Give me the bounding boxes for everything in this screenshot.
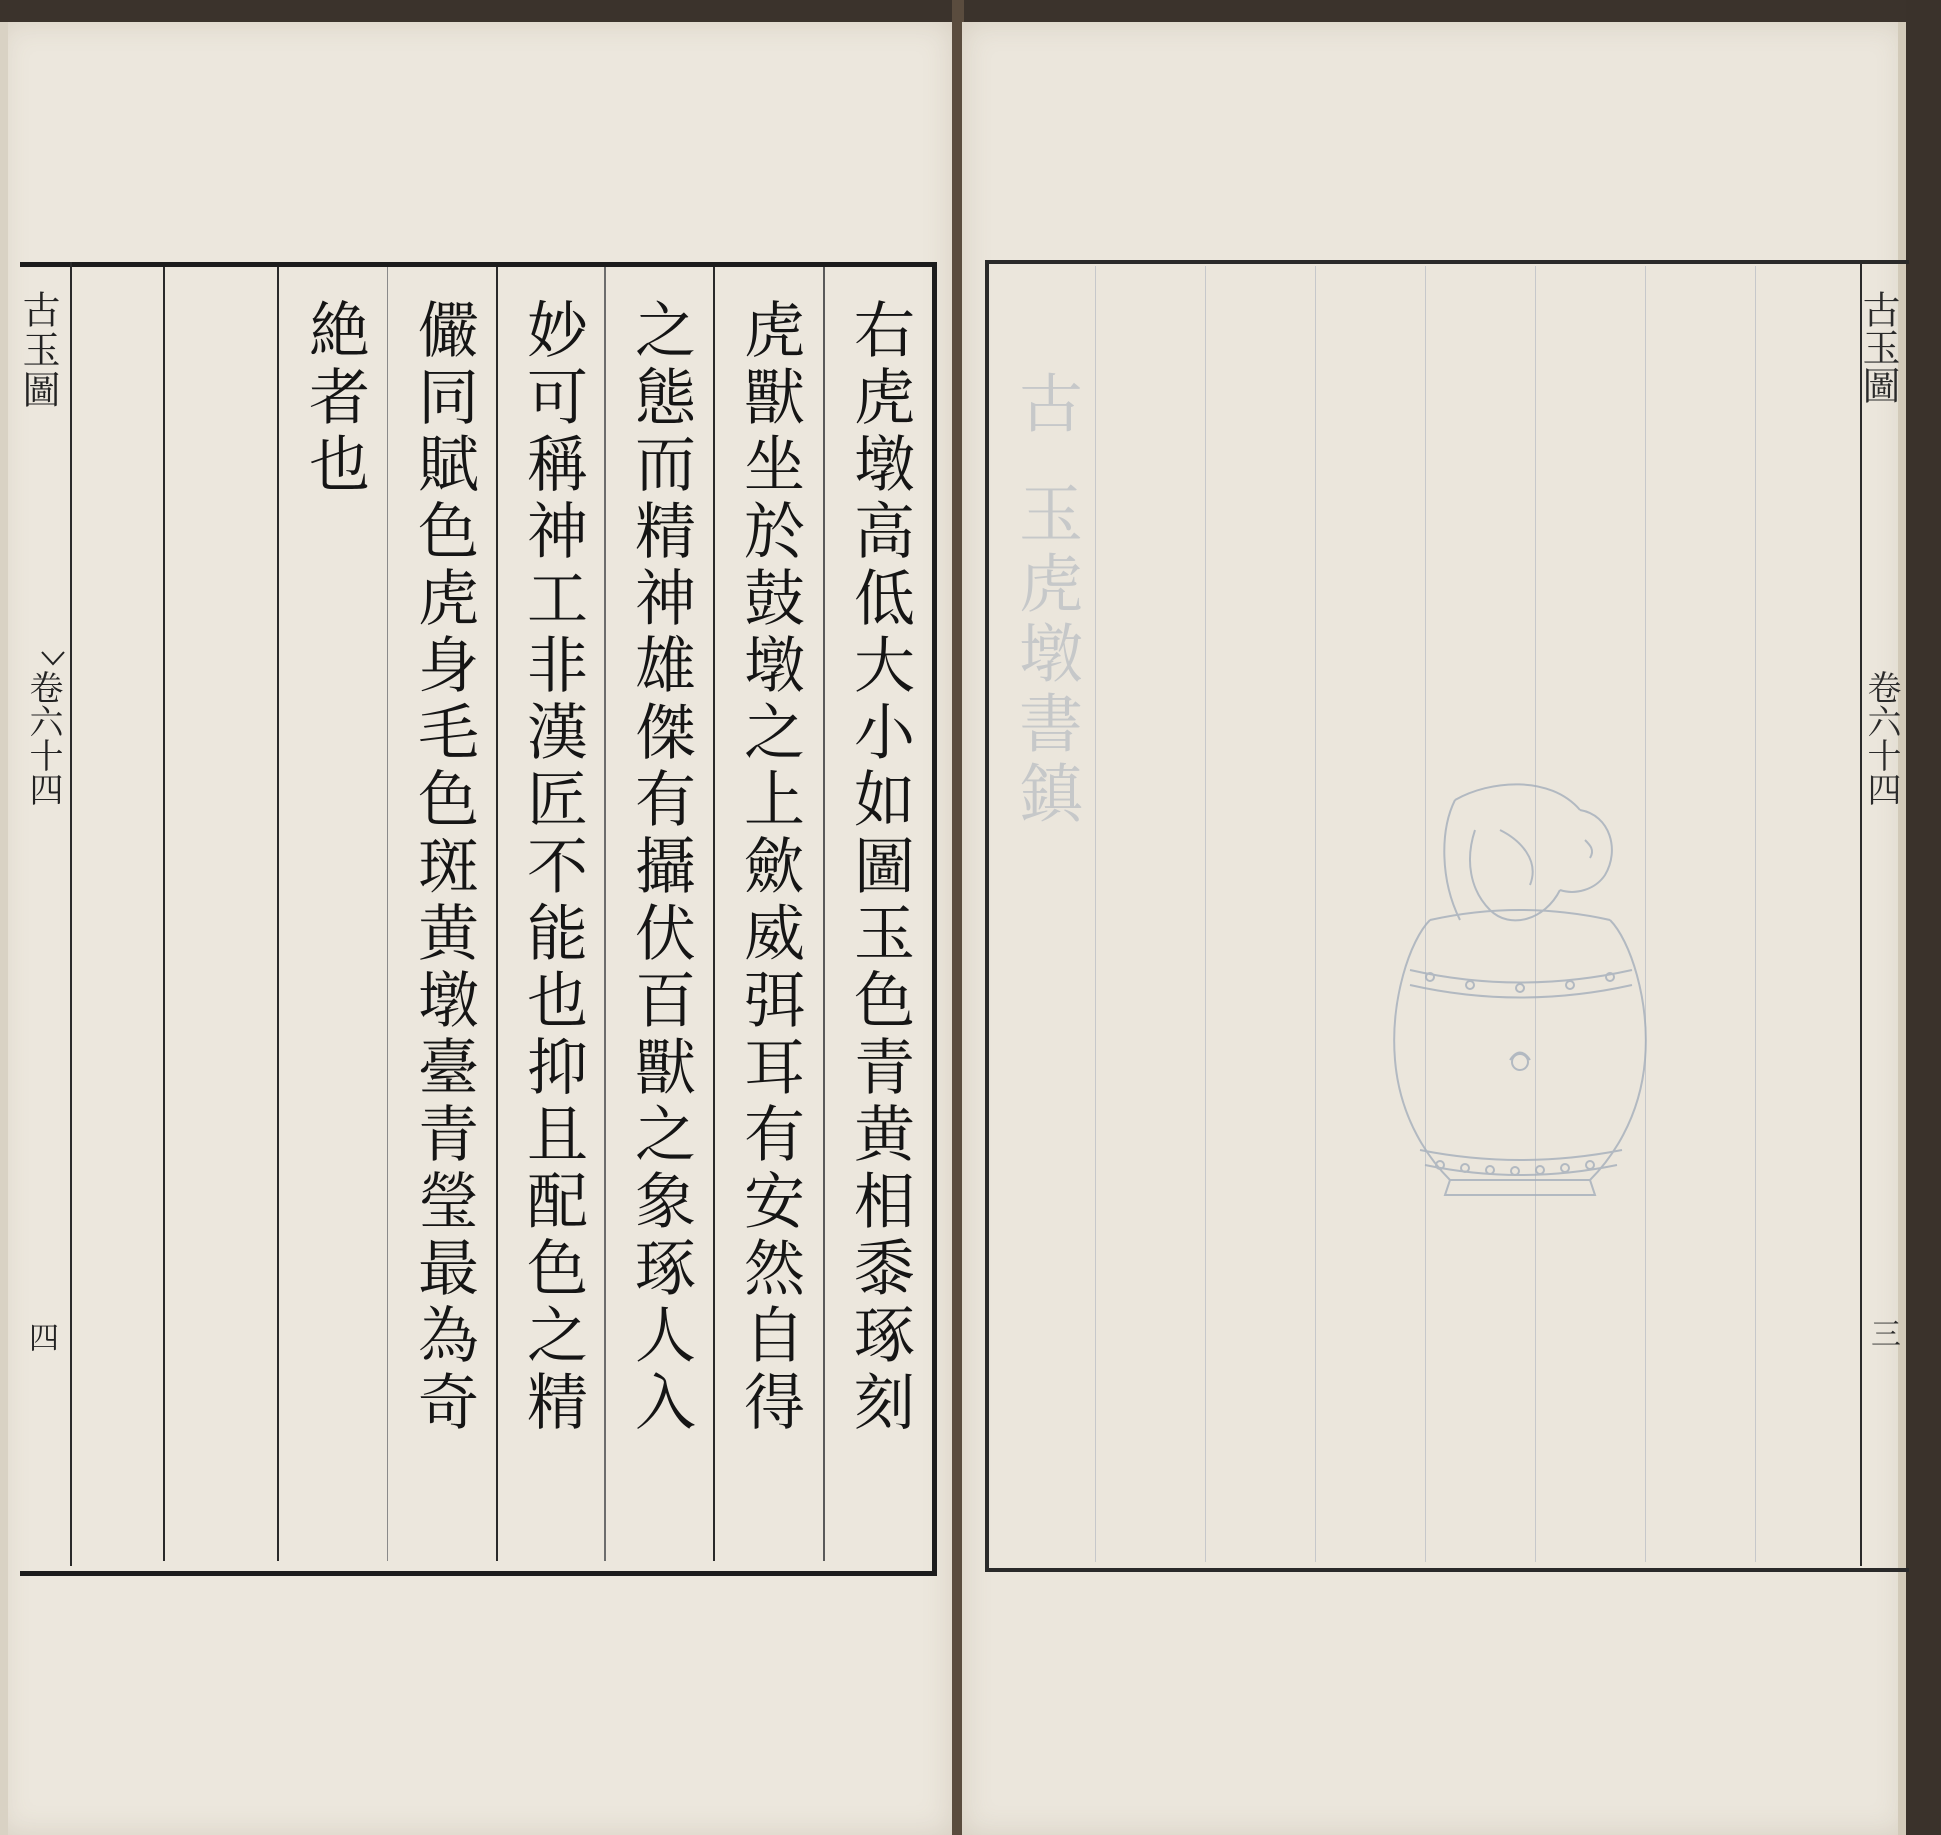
fish-tail-mark-icon bbox=[40, 650, 66, 680]
column-rule bbox=[387, 267, 388, 1561]
tiger-drum-illustration bbox=[1370, 770, 1670, 1210]
scan-background-top bbox=[0, 0, 1941, 22]
scan-background-right bbox=[1906, 0, 1941, 1835]
right-margin-leaf-number: 三 bbox=[1865, 1318, 1900, 1348]
column-rule bbox=[823, 267, 825, 1561]
faint-column-rule bbox=[1095, 266, 1096, 1562]
text-column-3: 之態而精神雄傑有攝伏百獸之象琢人入 bbox=[625, 298, 696, 1437]
faint-column-rule bbox=[1315, 266, 1316, 1562]
text-column-2: 虎獸坐於鼓墩之上歛威弭耳有安然自得 bbox=[734, 298, 805, 1437]
right-margin-book-title: 古玉圖 bbox=[1856, 290, 1900, 404]
faint-column-rule bbox=[1205, 266, 1206, 1562]
text-column-5: 儼同賦色虎身毛色斑黄墩臺青瑩最為奇 bbox=[408, 298, 479, 1437]
column-rule bbox=[604, 267, 606, 1561]
text-column-1: 右虎墩高低大小如圖玉色青黄相黍琢刻 bbox=[844, 298, 915, 1437]
margin-volume-label: 卷六十四 bbox=[23, 670, 63, 806]
margin-book-title: 古玉圖 bbox=[16, 290, 60, 410]
faint-column-rule bbox=[1755, 266, 1756, 1562]
text-column-4: 妙可稱神工非漢匠不能也抑且配色之精 bbox=[517, 298, 588, 1437]
column-rule bbox=[163, 267, 165, 1561]
margin-leaf-number: 四 bbox=[23, 1322, 58, 1352]
left-page-edge bbox=[0, 22, 8, 1835]
margin-rule bbox=[1860, 262, 1862, 1566]
margin-rule bbox=[70, 262, 72, 1566]
column-rule bbox=[713, 267, 715, 1561]
column-rule bbox=[496, 267, 498, 1561]
bleed-through-title: 玉虎墩書鎮 bbox=[1008, 480, 1082, 830]
column-rule bbox=[277, 267, 279, 1561]
text-column-6: 絶者也 bbox=[299, 298, 370, 499]
right-margin-volume-label: 卷六十四 bbox=[1861, 670, 1901, 806]
bleed-through-title: 古 bbox=[1008, 370, 1082, 440]
